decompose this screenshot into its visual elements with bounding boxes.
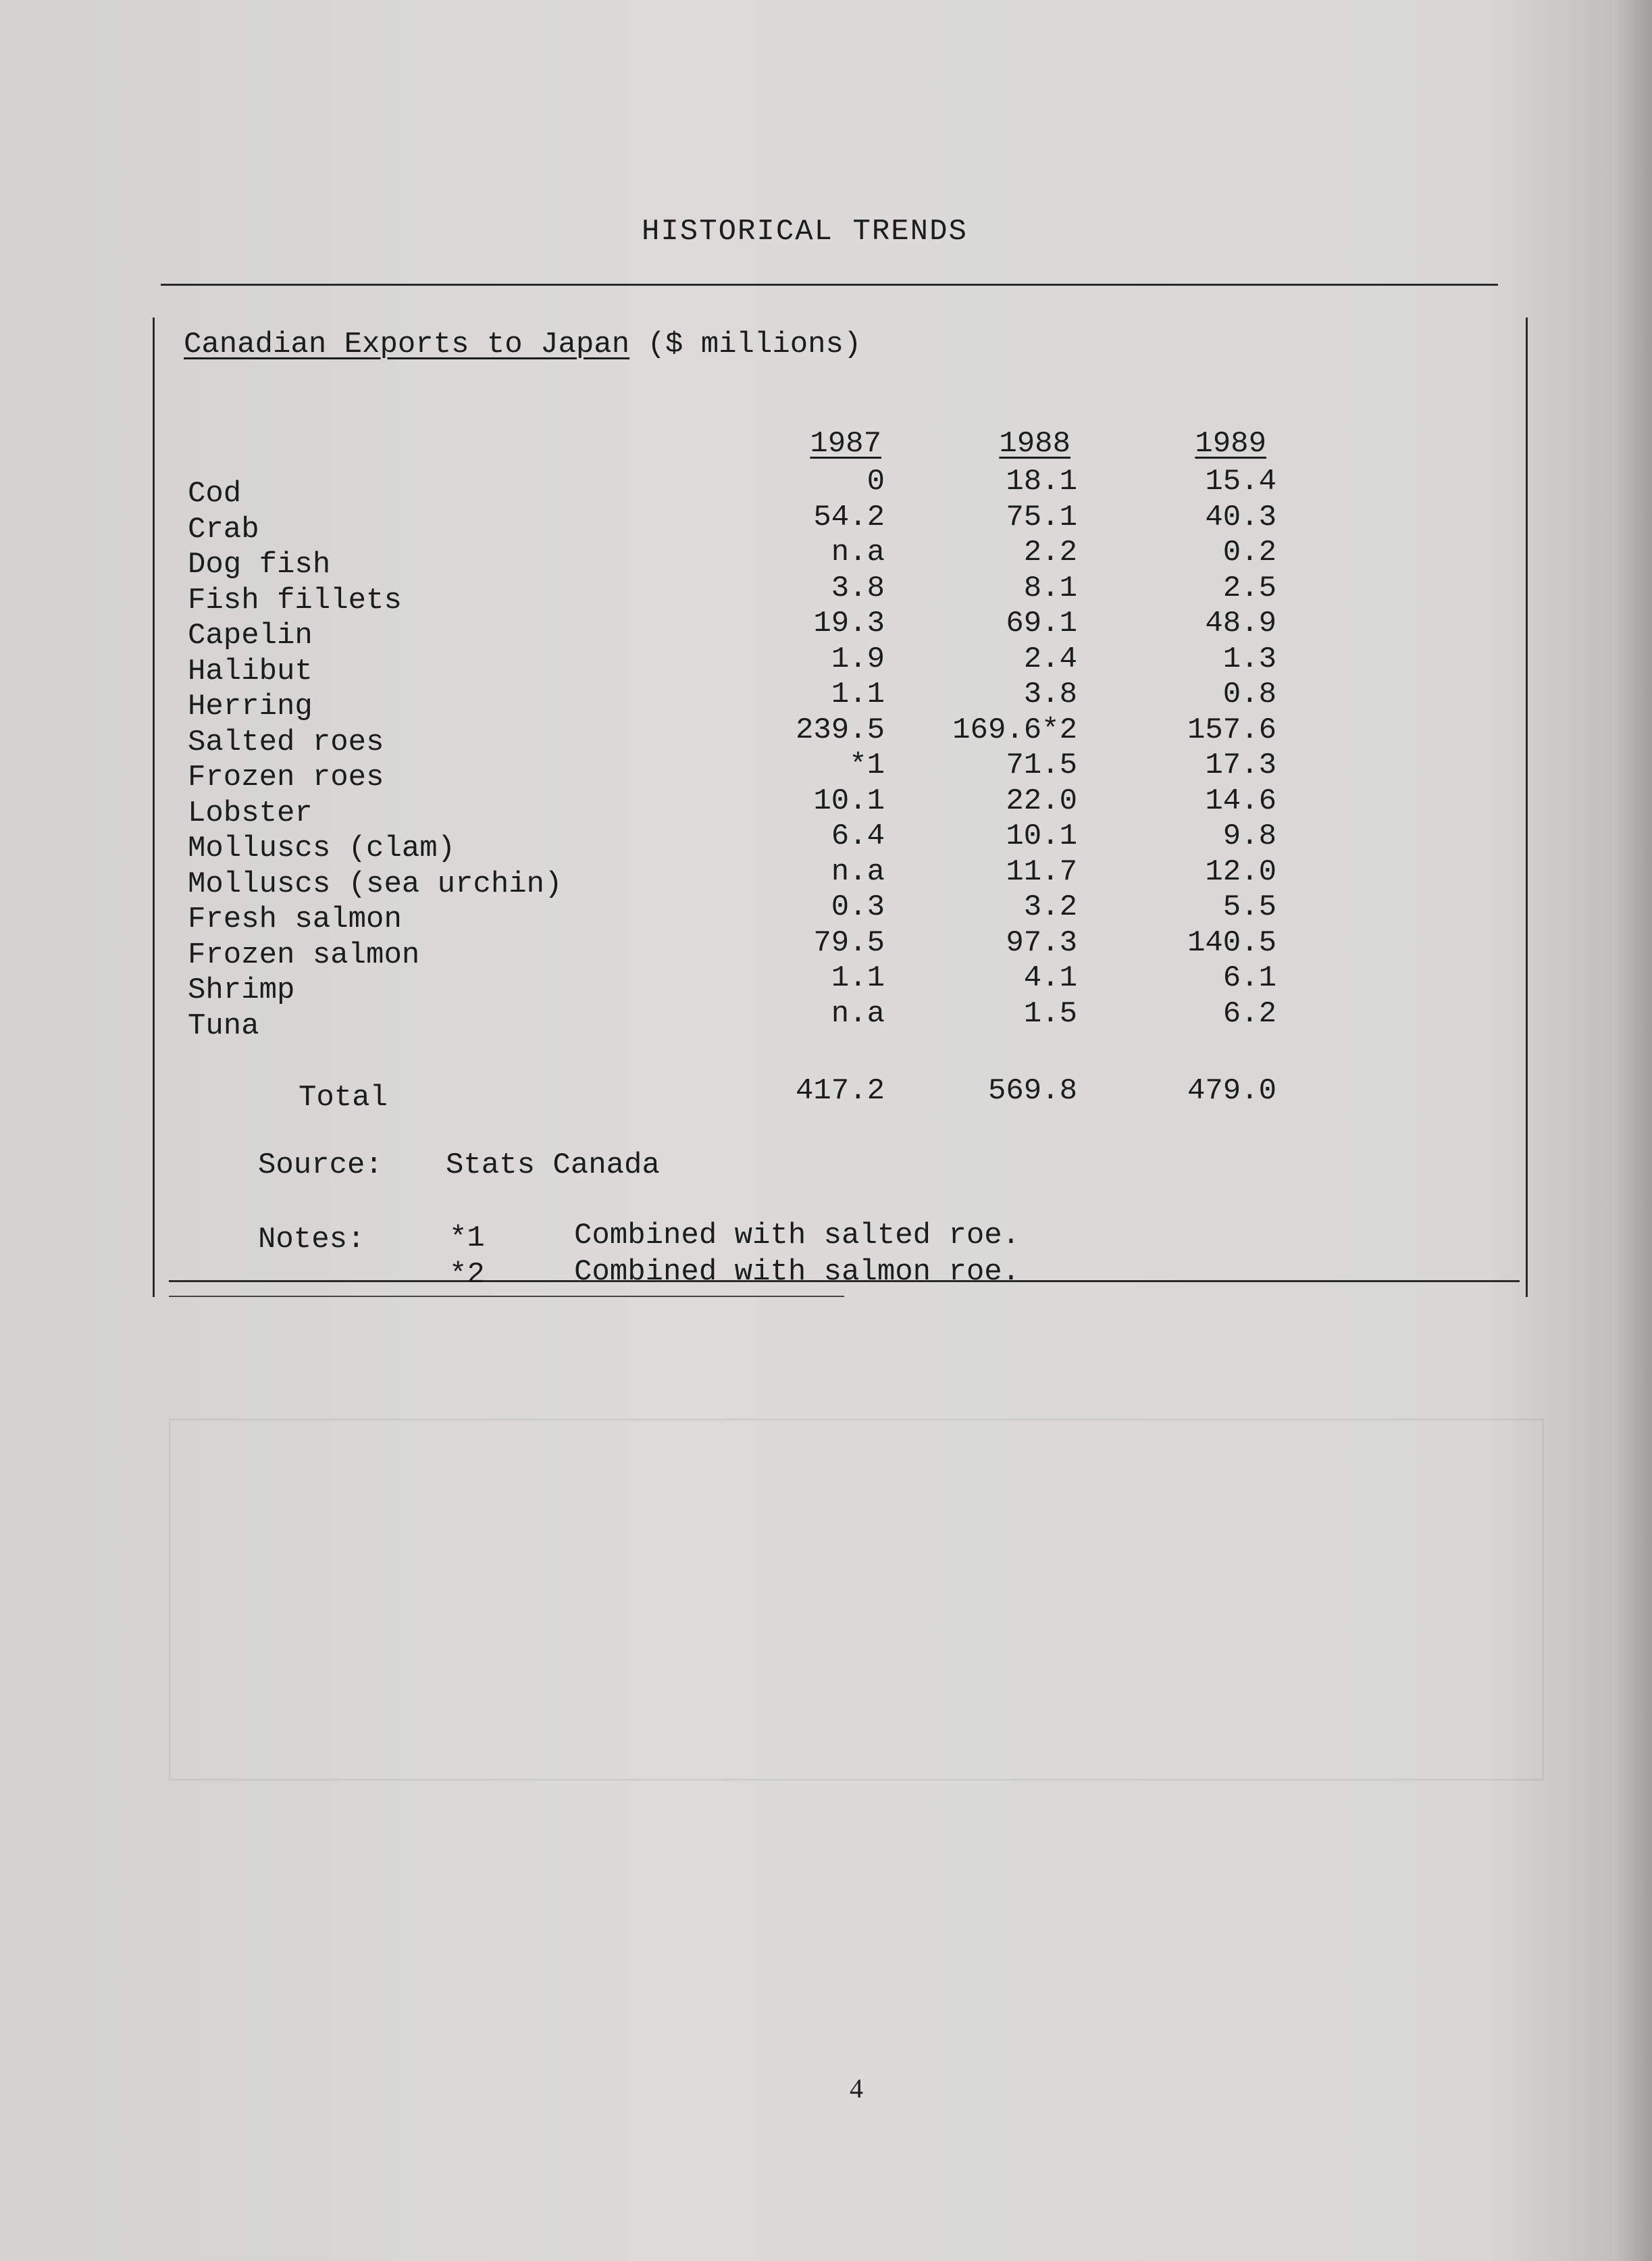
table-title-main: Canadian Exports to Japan	[184, 328, 630, 361]
row-label: Frozen roes	[188, 761, 384, 794]
source-value: Stats Canada	[446, 1148, 660, 1182]
table-title	[184, 328, 861, 361]
note-text-2: Combined with salmon roe.	[574, 1255, 1021, 1289]
table-cell: 14.6	[1205, 784, 1276, 818]
table-cell: 3.8	[1023, 678, 1077, 711]
table-cell: 54.2	[813, 500, 885, 534]
table-cell: 2.4	[1023, 642, 1077, 676]
heading-rule	[161, 284, 1498, 286]
table-cell: 1.9	[831, 642, 885, 676]
table-cell: 3.8	[831, 571, 885, 605]
table-cell: 8.1	[1023, 571, 1077, 605]
table-cell: 6.1	[1222, 961, 1276, 995]
table-cell: 6.2	[1222, 996, 1276, 1031]
bleed-through-box	[169, 1419, 1544, 1781]
table-cell: 97.3	[1006, 925, 1077, 960]
row-label: Capelin	[188, 619, 313, 653]
row-label: Fish fillets	[188, 583, 402, 617]
total-1989: 479.0	[1187, 1074, 1276, 1108]
row-label: Frozen salmon	[188, 938, 420, 972]
table-cell: n.a	[831, 536, 885, 569]
row-label: Molluscs (sea urchin)	[188, 867, 563, 901]
table-cell: 140.5	[1187, 925, 1276, 960]
column-header-1987: 1987	[810, 427, 881, 461]
table-cell: 169.6*2	[952, 713, 1077, 747]
notes-label: Notes:	[258, 1223, 365, 1256]
table-cell: 10.1	[1006, 819, 1077, 853]
total-1988: 569.8	[987, 1074, 1077, 1108]
table-cell: 4.1	[1023, 961, 1077, 995]
column-header-1988: 1988	[999, 427, 1070, 461]
table-cell: 17.3	[1205, 748, 1276, 782]
table-cell: n.a	[831, 855, 885, 889]
source-label: Source:	[258, 1148, 383, 1182]
row-label: Molluscs (clam)	[188, 832, 456, 865]
table-title-unit: ($ millions)	[629, 328, 862, 361]
table-cell: 48.9	[1205, 607, 1276, 640]
table-cell: 18.1	[1006, 465, 1077, 499]
table-cell: 1.1	[831, 961, 885, 995]
table-cell: 1.1	[831, 678, 885, 711]
table-cell: 22.0	[1006, 784, 1077, 818]
row-label: Salted roes	[188, 725, 384, 759]
total-label: Total	[299, 1081, 388, 1115]
table-cell: 12.0	[1205, 855, 1276, 889]
table-frame-bottom-shadow	[169, 1296, 844, 1297]
table-cell: 5.5	[1222, 890, 1276, 924]
table-cell: 11.7	[1006, 855, 1077, 889]
table-cell: 40.3	[1205, 500, 1276, 534]
note-mark-1: *1	[449, 1221, 485, 1255]
table-cell: 1.3	[1222, 642, 1276, 676]
column-header-1989: 1989	[1195, 427, 1266, 461]
table-cell: 9.8	[1222, 819, 1276, 853]
row-label: Shrimp	[188, 973, 295, 1007]
row-label: Lobster	[188, 796, 313, 830]
table-cell: 2.2	[1023, 536, 1077, 569]
table-cell: n.a	[831, 996, 885, 1031]
table-cell: 0.8	[1222, 678, 1276, 711]
row-label: Crab	[188, 512, 259, 547]
table-cell: 71.5	[1006, 748, 1077, 782]
row-label: Halibut	[188, 654, 313, 688]
table-cell: 75.1	[1006, 500, 1077, 534]
page-number: 4	[850, 2073, 863, 2104]
note-mark-2: *2	[449, 1258, 485, 1292]
table-cell: 0.2	[1222, 536, 1276, 569]
table-cell: 3.2	[1023, 890, 1077, 924]
table-cell: 19.3	[813, 607, 885, 640]
row-label: Dog fish	[188, 548, 331, 582]
table-cell: 239.5	[795, 713, 885, 747]
page-edge-shadow	[1611, 0, 1652, 2261]
table-cell: 0.3	[831, 890, 885, 924]
row-label: Tuna	[188, 1009, 259, 1043]
table-cell: 15.4	[1205, 465, 1276, 499]
table-cell: 6.4	[831, 819, 885, 853]
table-cell: *1	[849, 748, 885, 782]
table-cell: 157.6	[1187, 713, 1276, 747]
total-1987: 417.2	[795, 1074, 885, 1108]
table-cell: 10.1	[813, 784, 885, 818]
row-label: Fresh salmon	[188, 903, 402, 936]
row-label: Cod	[188, 477, 242, 511]
row-label: Herring	[188, 690, 313, 723]
table-cell: 0	[867, 465, 885, 499]
table-cell: 69.1	[1006, 607, 1077, 640]
page-heading: HISTORICAL TRENDS	[642, 215, 968, 249]
note-text-1: Combined with salted roe.	[574, 1219, 1021, 1252]
table-cell: 79.5	[813, 925, 885, 960]
table-cell: 2.5	[1222, 571, 1276, 605]
table-cell: 1.5	[1023, 996, 1077, 1031]
